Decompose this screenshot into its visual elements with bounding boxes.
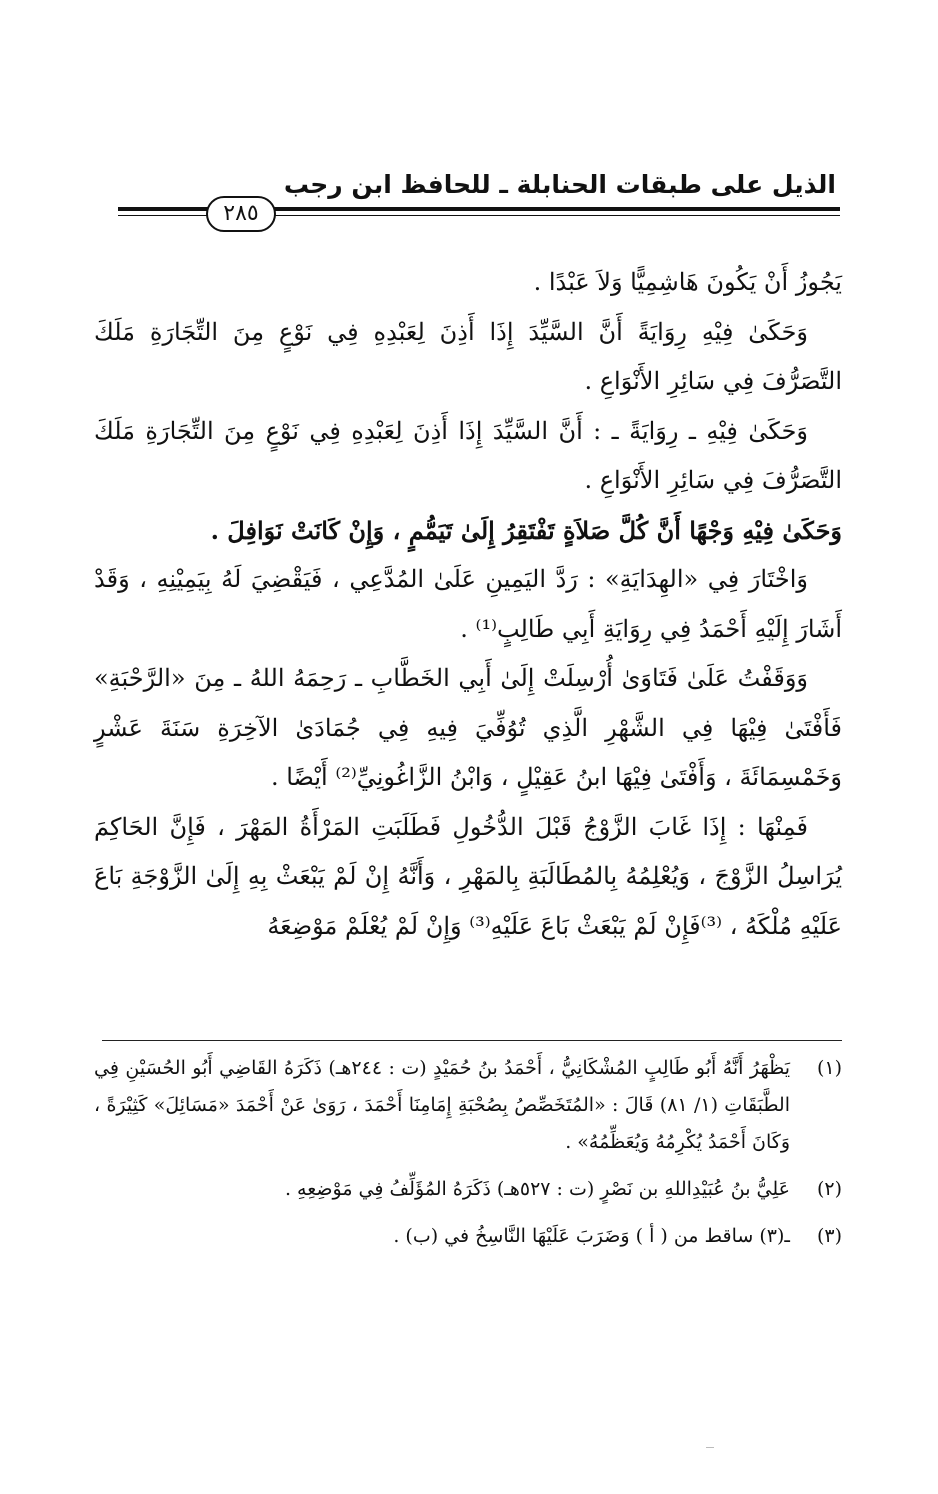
footnote-number: (٣) <box>816 1225 842 1247</box>
footnotes <box>94 1050 842 1265</box>
paragraph-1: يَجُوزُ أَنْ يَكُونَ هَاشِمِيًّا وَلاَ عَبْدًا . <box>533 268 842 296</box>
scan-mark <box>706 1447 714 1448</box>
footnote-number: (١) <box>816 1057 842 1079</box>
footnote-text: عَلِيُّ بنُ عُبَيْدِاللهِ بن نَصْرٍ (ت : ٥٢٧هـ) ذَكَرَهُ المُؤَلِّفُ فِي مَوْضِعِهِ . <box>284 1178 790 1200</box>
footnote-1 <box>94 1050 842 1161</box>
paragraph-7: فَمِنْهَا : إِذَا غَابَ الزَّوْجُ قَبْلَ الدُّخُولِ فَطَلَبَتِ المَرْأَةُ المَهْرَ ، فَإِنَّ الحَاكِمَ يُرَاسِلُ الزَّوْجَ ، وَيُعْلِمُهُ بِالمُطَالَبَةِ بِالمَهْرِ ، وَأَنَّهُ إِنْ لَمْ يَبْعَثْ بِهِ إِلَىٰ الزَّوْجَةِ بَاعَ عَلَيْهِ مُلْكَهُ ، ⁽³⁾فَإِنْ لَمْ يَبْعَثْ بَاعَ عَلَيْهِ⁽³⁾ وَإِنْ لَمْ يُعْلَمْ مَوْضِعَهُ <box>94 812 842 940</box>
footnote-text: ـ(٣) ساقط من ( أ ) وَضَرَبَ عَلَيْهَا النَّاسِخُ في (ب) . <box>393 1225 790 1247</box>
paragraph-2: وَحَكَىٰ فِيْهِ رِوَايَةً أَنَّ السَّيِّدَ إِذَا أَذِنَ لِعَبْدِهِ فِي نَوْعٍ مِنَ التِّجَارَةِ مَلَكَ التَّصَرُّفَ فِي سَائِرِ الأَنْوَاعِ . <box>94 317 842 395</box>
main-text <box>94 258 842 951</box>
page-number: ٢٨٥ <box>206 196 276 232</box>
footnote-3 <box>94 1218 842 1255</box>
footnote-2 <box>94 1171 842 1208</box>
running-title: الذيل على طبقات الحنابلة ـ للحافظ ابن رجب <box>283 170 836 199</box>
footnote-separator <box>102 1040 842 1041</box>
paragraph-5: وَاخْتَارَ فِي «الهِدَايَةِ» : رَدَّ اليَمِينِ عَلَىٰ المُدَّعِي ، فَيَقْضِيَ لَهُ بِيَمِيْنِهِ ، وَقَدْ أَشَارَ إِلَيْهِ أَحْمَدُ فِي رِوَايَةِ أَبِي طَالِبٍ⁽¹⁾ . <box>94 565 842 643</box>
paragraph-3: وَحَكَىٰ فِيْهِ ـ رِوَايَةً ـ : أَنَّ السَّيِّدَ إِذَا أَذِنَ لِعَبْدِهِ فِي نَوْعٍ مِنَ التِّجَارَةِ مَلَكَ التَّصَرُّفَ فِي سَائِرِ الأَنْوَاعِ . <box>94 416 842 494</box>
footnote-text: يَظْهَرُ أَنَّهُ أَبُو طَالِبٍ المُشْكَانِيُّ ، أَحْمَدُ بنُ حُمَيْدٍ (ت : ٢٤٤هـ) ذَكَرَهُ القَاضِي أَبُو الحُسَيْنِ فِي الطَّبَقَاتِ (١/ ٨١) قَالَ : «المُتَخَصِّصُ بِصُحْبَةِ إِمَامِنَا أَحْمَدَ ، رَوَىٰ عَنْ أَحْمَدَ «مَسَائِلَ» كَثِيْرَةً ، وَكَانَ أَحْمَدُ يُكْرِمُهُ وَيُعَظِّمُهُ» . <box>94 1057 791 1153</box>
paragraph-6: وَوَقَفْتُ عَلَىٰ فَتَاوَىٰ أُرْسِلَتْ إِلَىٰ أَبِي الخَطَّابِ ـ رَحِمَهُ اللهُ ـ مِنَ «الرَّحْبَةِ» فَأَفْتَىٰ فِيْهَا فِي الشَّهْرِ الَّذِي تُوُفِّيَ فِيهِ فِي جُمَادَىٰ الآخِرَةِ سَنَةَ عَشْرٍ وَخَمْسِمَائَةَ ، وَأَفْتَىٰ فِيْهَا ابنُ عَقِيْلٍ ، وَابْنُ الزَّاغُونِيِّ⁽²⁾ أَيْضًا . <box>94 664 842 791</box>
paragraph-4: وَحَكَىٰ فِيْهِ وَجْهًا أَنَّ كُلَّ صَلاَةٍ تَفْتَقِرُ إِلَىٰ تَيَمُّمٍ ، وَإِنْ كَانَتْ نَوَافِلَ . <box>210 515 842 545</box>
footnote-number: (٢) <box>816 1178 842 1200</box>
